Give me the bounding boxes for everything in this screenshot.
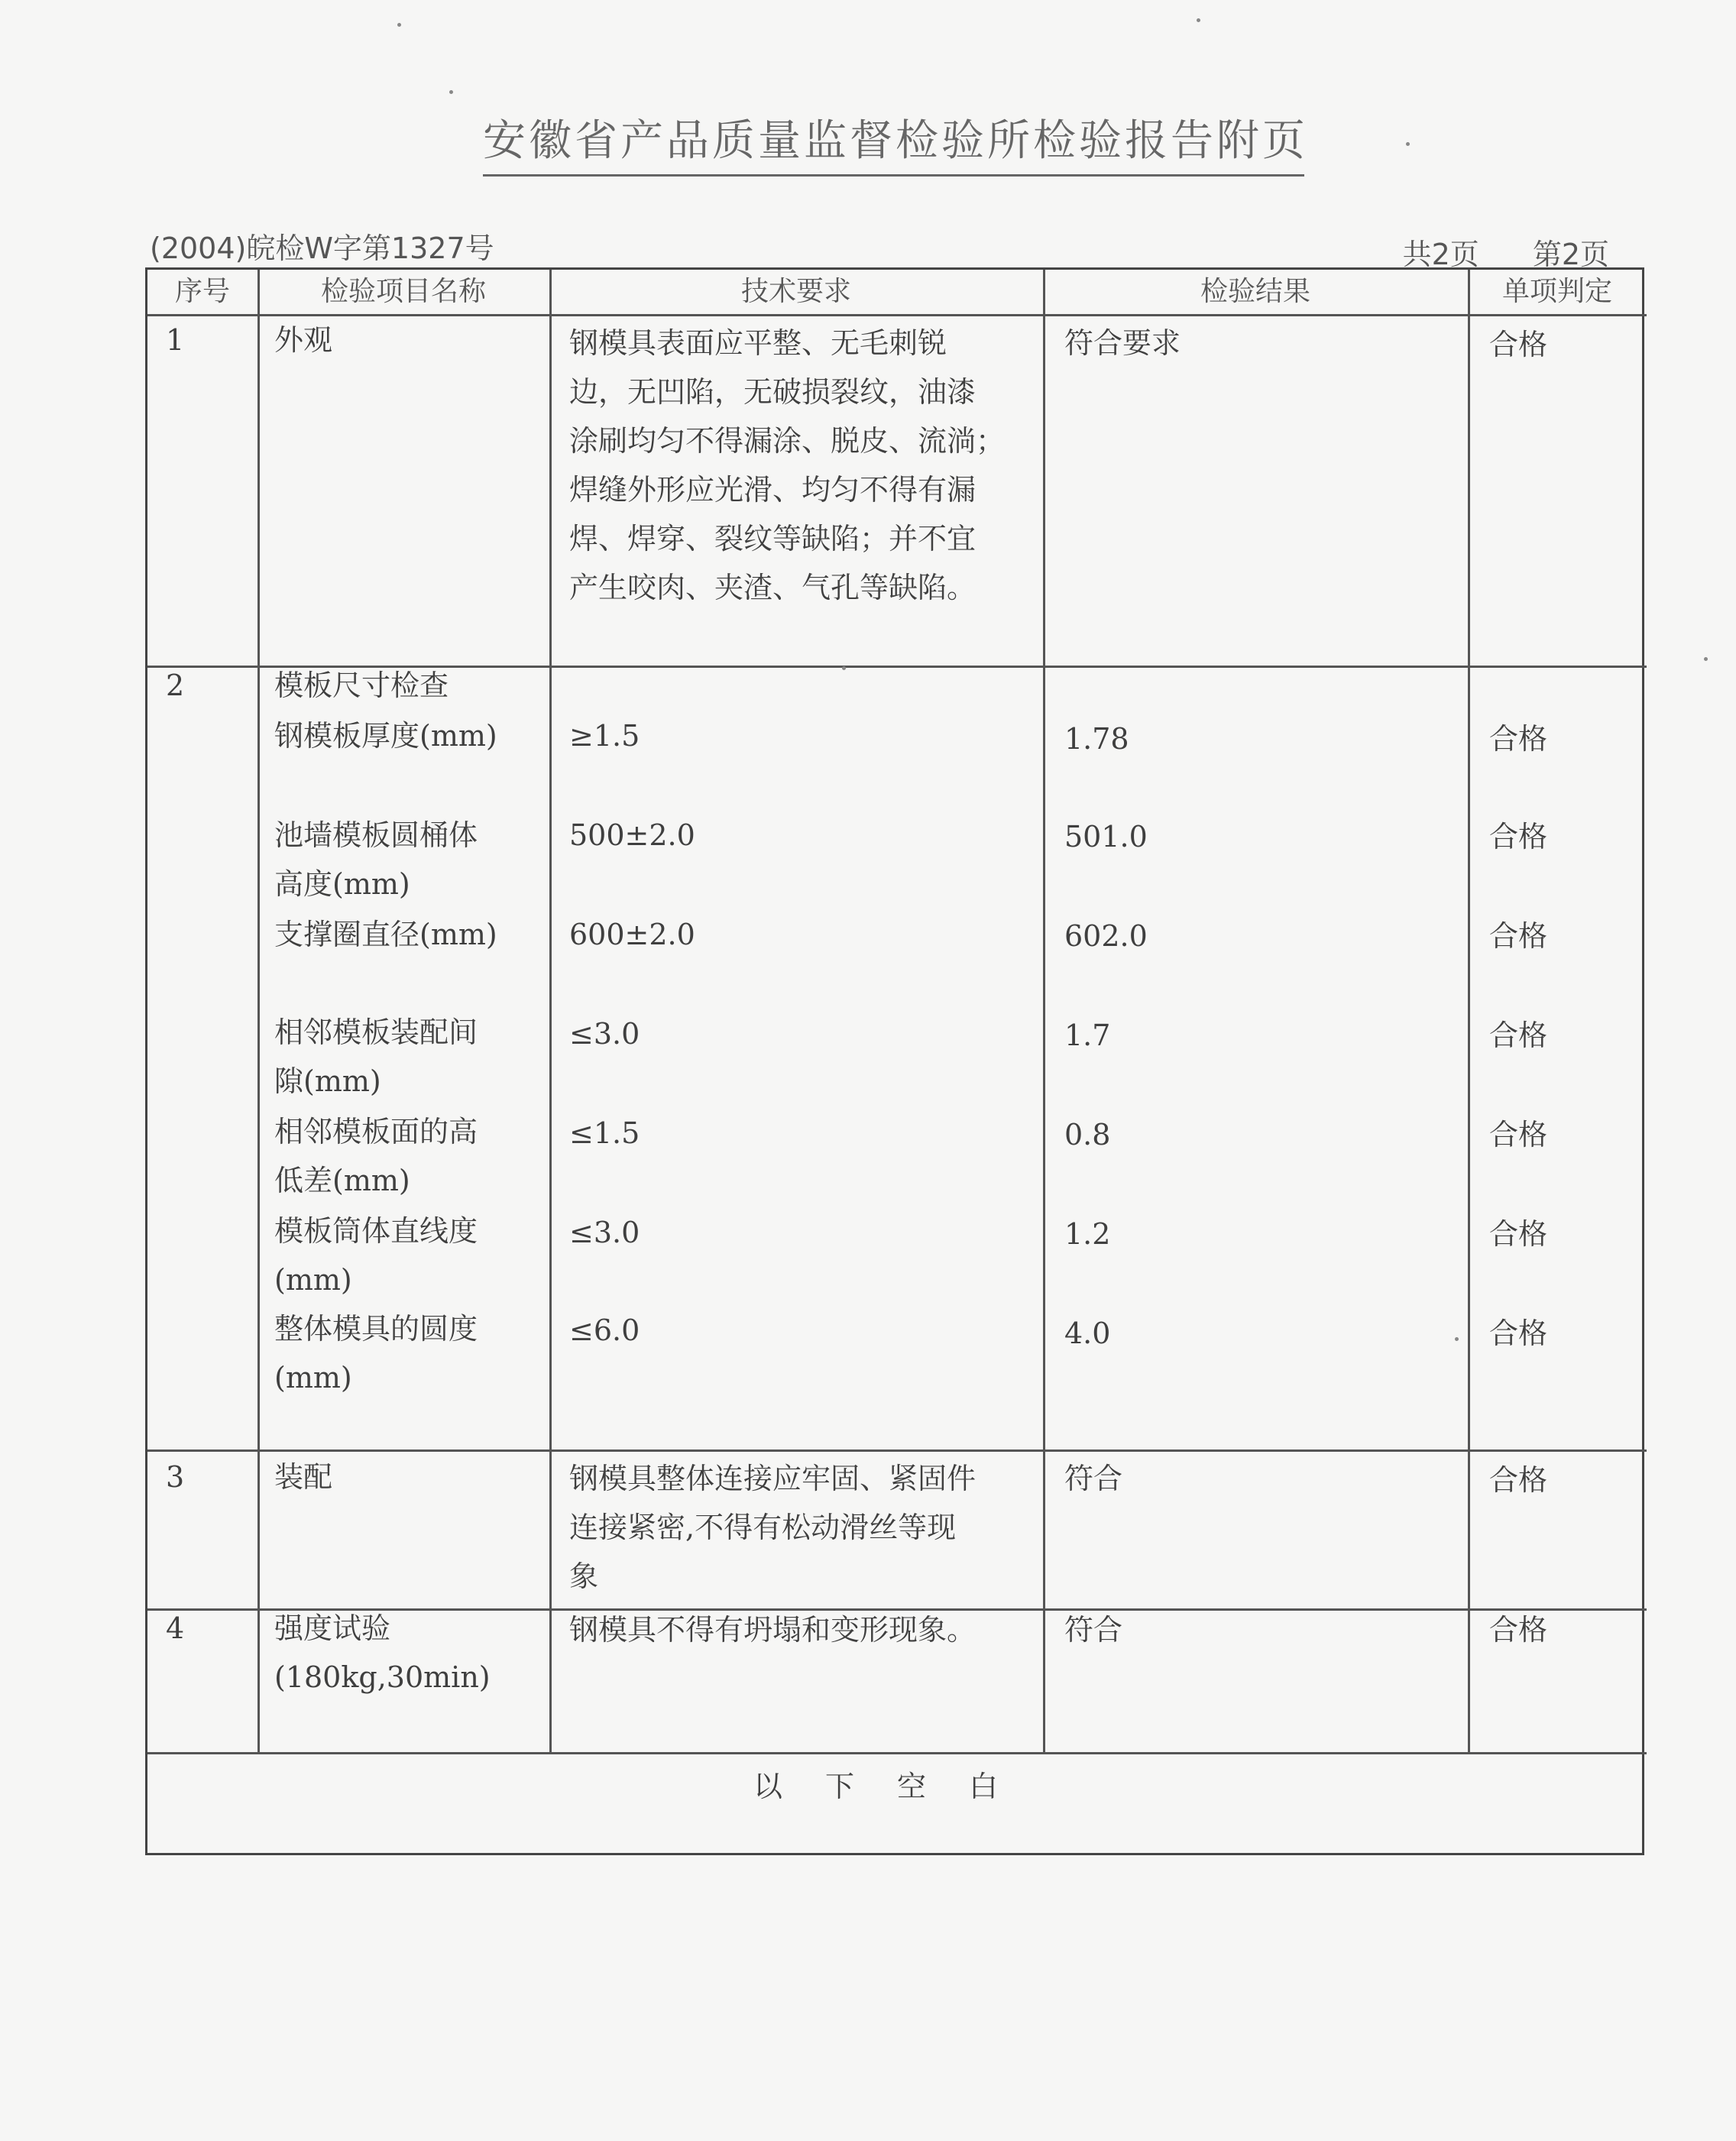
sub-requirement: ≤1.5 bbox=[569, 1116, 640, 1150]
row3-requirement: 钢模具整体连接应牢固、紧固件 连接紧密,不得有松动滑丝等现 象 bbox=[569, 1462, 976, 1593]
column-divider bbox=[257, 270, 260, 1752]
blank-note: 以下空白 bbox=[753, 1770, 1041, 1803]
row4-result: 符合 bbox=[1064, 1613, 1123, 1647]
sub-judgement: 合格 bbox=[1489, 1019, 1548, 1052]
sub-judgement: 合格 bbox=[1489, 1217, 1548, 1251]
row-divider bbox=[147, 314, 1647, 316]
scan-speck bbox=[1455, 1337, 1459, 1341]
header-seq: 序号 bbox=[174, 276, 230, 307]
row4-judgement: 合格 bbox=[1489, 1613, 1548, 1647]
row1-no: 1 bbox=[166, 323, 185, 357]
header-result: 检验结果 bbox=[1200, 276, 1310, 307]
sub-requirement: ≤3.0 bbox=[569, 1017, 640, 1051]
row3-item: 装配 bbox=[274, 1460, 333, 1494]
sub-result: 4.0 bbox=[1064, 1317, 1111, 1350]
row1-requirement: 钢模具表面应平整、无毛刺锐 边，无凹陷，无破损裂纹，油漆 涂刷均匀不得漏涂、脱皮、流淌； 焊缝外形应光滑、均匀不得有漏 焊、焊穿、裂纹等缺陷；并不宜 产生咬肉、夹渣、气孔等缺陷。 bbox=[569, 326, 1006, 604]
row2-item-title: 模板尺寸检查 bbox=[274, 669, 449, 702]
sub-requirement: ≤6.0 bbox=[569, 1313, 640, 1347]
row3-result: 符合 bbox=[1064, 1462, 1123, 1495]
sub-requirement: ≤3.0 bbox=[569, 1216, 640, 1249]
header-item: 检验项目名称 bbox=[320, 276, 486, 307]
sub-result: 1.7 bbox=[1064, 1019, 1111, 1052]
sub-item: 相邻模板面的高 低差(mm) bbox=[274, 1115, 478, 1197]
scan-speck bbox=[842, 666, 846, 670]
page-title: 安徽省产品质量监督检验所检验报告附页 bbox=[483, 107, 1304, 177]
row-divider bbox=[147, 1449, 1647, 1452]
sub-item: 池墙模板圆桶体 高度(mm) bbox=[274, 818, 478, 901]
row1-judgement: 合格 bbox=[1489, 328, 1548, 361]
page-current: 第2页 bbox=[1532, 238, 1609, 271]
scan-speck bbox=[1197, 18, 1200, 22]
row1-result: 符合要求 bbox=[1064, 326, 1181, 360]
sub-requirement: ≥1.5 bbox=[569, 719, 640, 753]
sub-judgement: 合格 bbox=[1489, 820, 1548, 853]
sub-judgement: 合格 bbox=[1489, 722, 1548, 756]
row3-no: 3 bbox=[166, 1460, 185, 1494]
sub-result: 1.2 bbox=[1064, 1217, 1111, 1251]
row4-item: 强度试验 (180kg,30min) bbox=[274, 1611, 491, 1694]
inspection-table bbox=[145, 267, 1644, 1855]
report-number: (2004)皖检W字第1327号 bbox=[150, 232, 494, 265]
sub-item: 支撑圈直径(mm) bbox=[274, 918, 497, 951]
header-judgement: 单项判定 bbox=[1501, 276, 1612, 307]
sub-requirement: 500±2.0 bbox=[569, 818, 695, 852]
page-info bbox=[1349, 231, 1609, 273]
sub-item: 相邻模板装配间 隙(mm) bbox=[274, 1015, 478, 1098]
page-total: 共2页 bbox=[1402, 238, 1479, 271]
sub-result: 1.78 bbox=[1064, 722, 1129, 756]
scan-speck bbox=[397, 23, 401, 27]
sub-item: 钢模板厚度(mm) bbox=[274, 719, 497, 753]
scan-speck bbox=[1704, 657, 1708, 661]
row4-no: 4 bbox=[166, 1611, 185, 1645]
sub-judgement: 合格 bbox=[1489, 1118, 1548, 1151]
sub-result: 0.8 bbox=[1064, 1118, 1111, 1151]
row1-item: 外观 bbox=[274, 323, 333, 357]
column-divider bbox=[549, 270, 552, 1752]
sub-judgement: 合格 bbox=[1489, 919, 1548, 953]
row-divider bbox=[147, 1752, 1647, 1754]
sub-result: 501.0 bbox=[1064, 820, 1148, 853]
header-requirement: 技术要求 bbox=[740, 276, 851, 307]
row2-no: 2 bbox=[166, 669, 185, 702]
scan-speck bbox=[1406, 142, 1410, 146]
scan-speck bbox=[449, 90, 453, 94]
sub-item: 模板筒体直线度 (mm) bbox=[274, 1214, 478, 1297]
row3-judgement: 合格 bbox=[1489, 1463, 1548, 1497]
column-divider bbox=[1043, 270, 1045, 1752]
sub-result: 602.0 bbox=[1064, 919, 1148, 953]
row4-requirement: 钢模具不得有坍塌和变形现象。 bbox=[569, 1613, 976, 1647]
sub-item: 整体模具的圆度 (mm) bbox=[274, 1312, 478, 1394]
sub-judgement: 合格 bbox=[1489, 1317, 1548, 1350]
sub-requirement: 600±2.0 bbox=[569, 918, 695, 951]
column-divider bbox=[1468, 270, 1470, 1752]
